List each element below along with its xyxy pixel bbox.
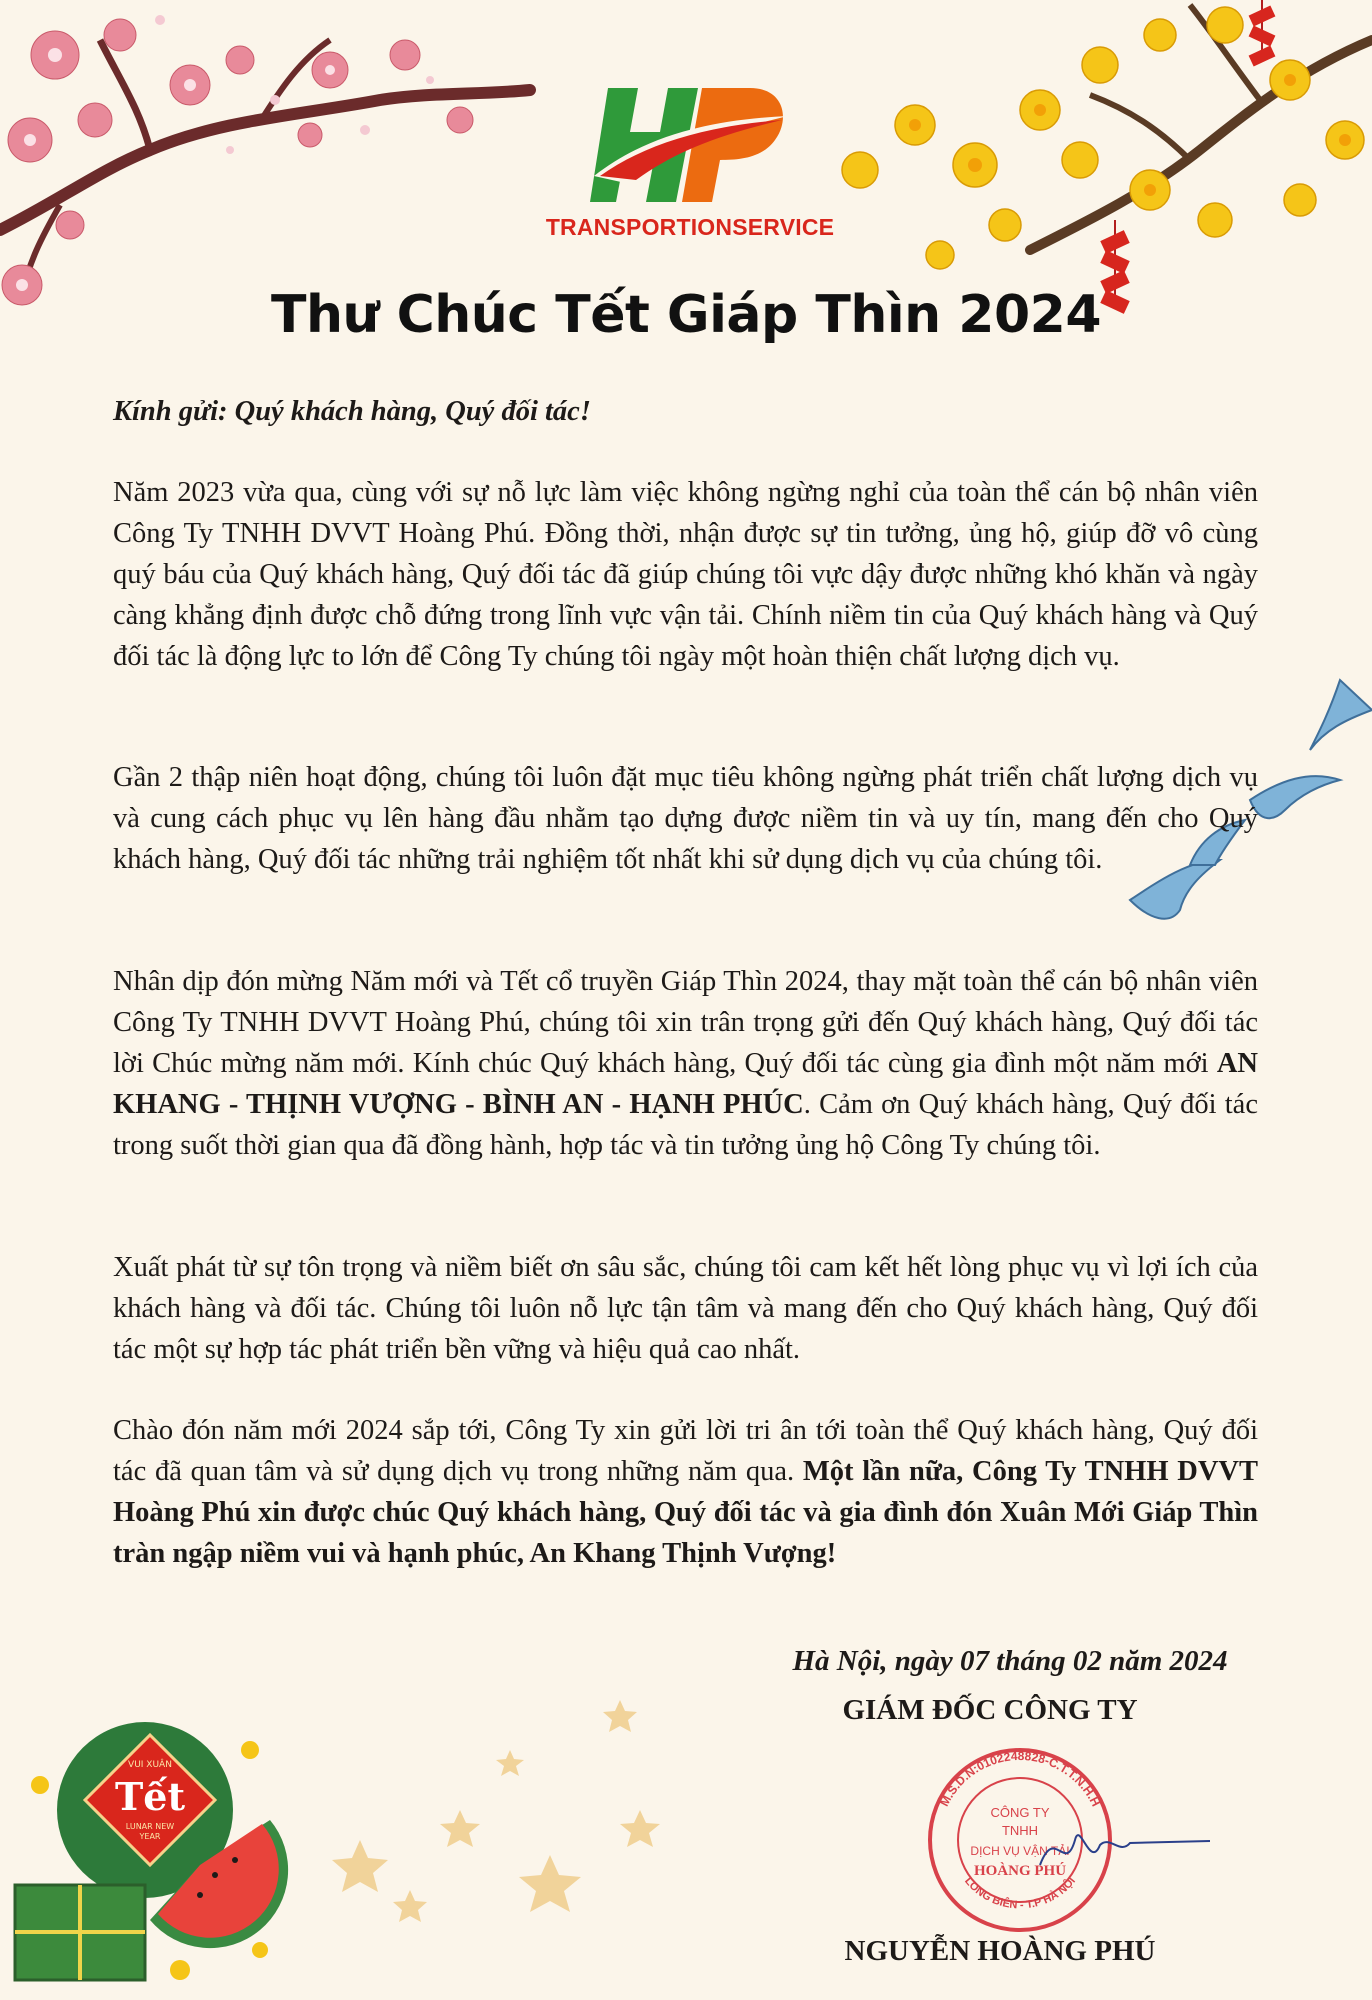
paragraph-2: Gần 2 thập niên hoạt động, chúng tôi luôn đặt mục tiêu không ngừng phát triển chất lượng dịch vụ và cung cách phục vụ lên hàng đầu nhằm tạo dựng được niềm tin và uy tín, mang đến cho Quý khách hàng, Quý đối tác những trải nghiệm tốt nhất khi sử dụng dịch vụ của chúng tôi. bbox=[113, 762, 1258, 875]
company-brand-text: TRANSPORTIONSERVICE bbox=[545, 214, 835, 240]
watermelon-icon bbox=[0, 1690, 320, 2000]
paragraph-4: Xuất phát từ sự tôn trọng và niềm biết ơn sâu sắc, chúng tôi cam kết hết lòng phục vụ vì lợi ích của khách hàng và đối tác. Chúng tôi luôn nỗ lực tận tâm và mang đến cho Quý khách hàng, Quý đối tác một sự hợp tác phát triển bền vững và hiệu quả cao nhất. bbox=[113, 1252, 1258, 1365]
company-stamp bbox=[920, 1745, 1220, 1935]
tet-badge-text: Tết bbox=[114, 1774, 185, 1819]
svg-text:LONG BIÊN - T.P HÀ NỘI bbox=[962, 1875, 1078, 1911]
tet-badge-top: VUI XUÂN bbox=[128, 1760, 172, 1770]
stamp-line-1: CÔNG TY bbox=[990, 1805, 1050, 1820]
paragraph-5-closing: Một lần nữa, Công Ty TNHH DVVT Hoàng Phú xin được chúc Quý khách hàng, Quý đối tác và gia đình đón Xuân Mới Giáp Thìn tràn ngập niềm vui và hạnh phúc, An Khang Thịnh Vượng! bbox=[113, 1456, 1259, 1569]
stamp-ring-bottom: LONG BIÊN - T.P HÀ NỘI bbox=[962, 1875, 1078, 1912]
tet-badge-sub: LUNAR NEW YEAR bbox=[125, 1822, 175, 1841]
company-logo bbox=[540, 80, 840, 250]
paragraph-3-wishes: AN KHANG - THỊNH VƯỢNG - BÌNH AN - HẠNH PHÚC bbox=[113, 1048, 1258, 1120]
hp-logo-icon bbox=[590, 80, 790, 210]
stamp-line-4: HOÀNG PHÚ bbox=[973, 1863, 1067, 1879]
salutation: Kính gửi: Quý khách hàng, Quý đối tác! bbox=[113, 396, 591, 427]
cherry-blossom-branch bbox=[0, 0, 540, 320]
paragraph-3 bbox=[113, 961, 1258, 1166]
paragraph-5 bbox=[113, 1410, 1258, 1574]
paragraph-3-text: Nhân dịp đón mừng Năm mới và Tết cổ truyền Giáp Thìn 2024, thay mặt toàn thể cán bộ nhân viên Công Ty TNHH DVVT Hoàng Phú, chúng tôi xin trân trọng gửi đến Quý khách hàng, Quý đối tác lời Chúc mừng năm mới. Kính chúc Quý khách hàng, Quý đối tác cùng gia đình một năm mới bbox=[113, 966, 1258, 1079]
stamp-line-2: TNHH bbox=[1001, 1823, 1039, 1838]
stamp-ring-top: M.S.D.N:0102248828-C.T.T.N.H.H bbox=[937, 1748, 1103, 1809]
apricot-blossom-branch bbox=[830, 0, 1372, 320]
stamp-line-3: DỊCH VỤ VẬN TẢI bbox=[970, 1844, 1070, 1858]
signature-name: NGUYỄN HOÀNG PHÚ bbox=[844, 1935, 1156, 1967]
signature-title: GIÁM ĐỐC CÔNG TY bbox=[842, 1694, 1138, 1726]
paragraph-5-text: Chào đón năm mới 2024 sắp tới, Công Ty xin gửi lời tri ân tới toàn thể Quý khách hàng, Quý đối tác đã quan tâm và sử dụng dịch vụ trong những năm qua. bbox=[113, 1415, 1258, 1487]
letter-title: Thư Chúc Tết Giáp Thìn 2024 bbox=[270, 285, 1102, 345]
signature-date: Hà Nội, ngày 07 tháng 02 năm 2024 bbox=[792, 1645, 1228, 1677]
golden-stars bbox=[320, 1640, 740, 1940]
tet-decoration bbox=[0, 1690, 320, 2000]
paragraph-1: Năm 2023 vừa qua, cùng với sự nỗ lực làm việc không ngừng nghỉ của toàn thể cán bộ nhân viên Công Ty TNHH DVVT Hoàng Phú. Đồng thời, nhận được sự tin tưởng, ủng hộ, giúp đỡ vô cùng quý báu của Quý khách hàng, Quý đối tác đã giúp chúng tôi vực dậy được những khó khăn và ngày càng khẳng định được chỗ đứng trong lĩnh vực vận tải. Chính niềm tin của Quý khách hàng và Quý đối tác là động lực to lớn để Công Ty chúng tôi ngày một hoàn thiện chất lượng dịch vụ. bbox=[113, 477, 1258, 672]
paragraph-3-text-end: . Cảm ơn Quý khách hàng, Quý đối tác trong suốt thời gian qua đã đồng hành, hợp tác và tin tưởng ủng hộ Công Ty chúng tôi. bbox=[113, 1089, 1258, 1161]
firecracker-icon bbox=[1249, 0, 1276, 67]
